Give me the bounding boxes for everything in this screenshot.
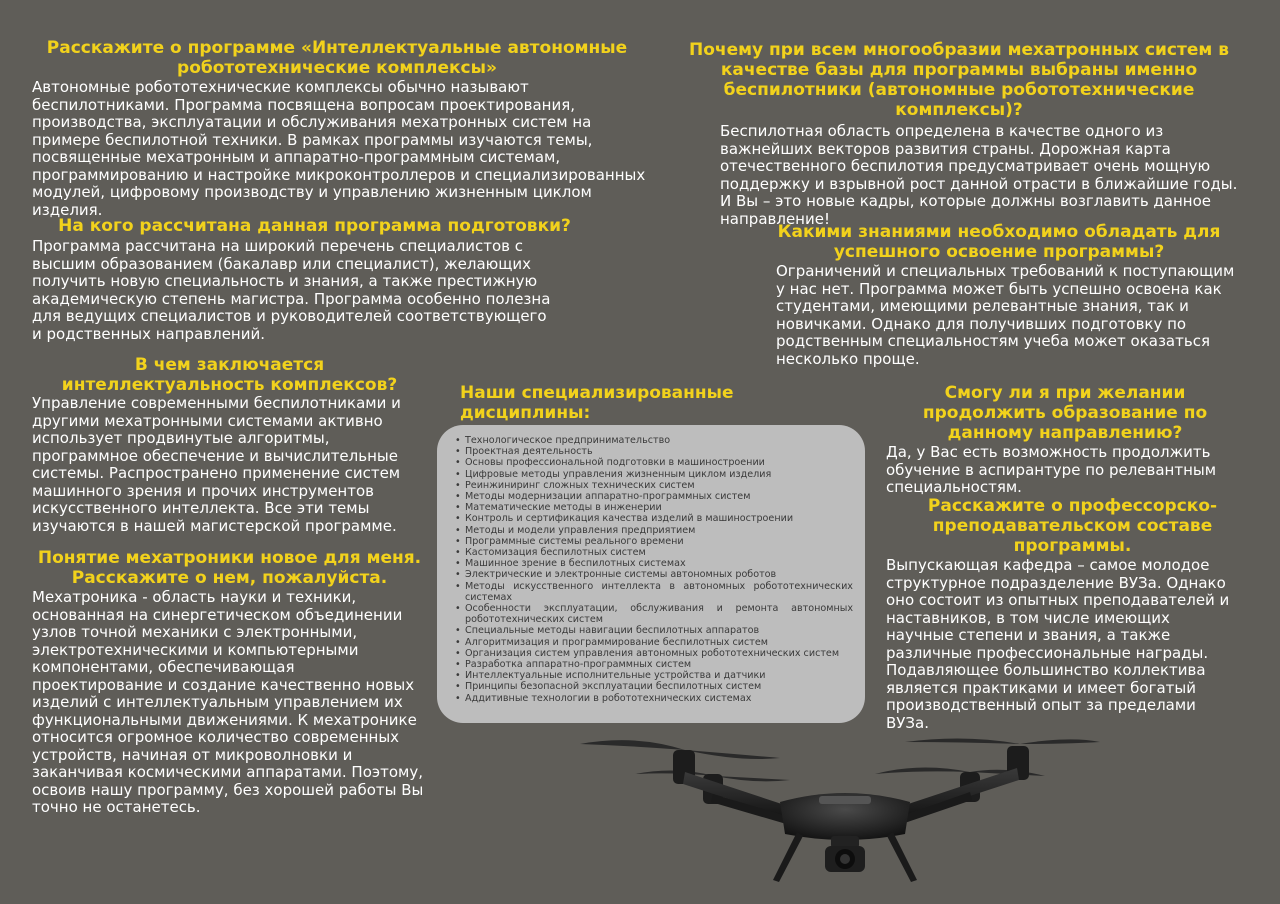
text-knowledge: Ограничений и специальных требований к поступающим у нас нет. Программа может быть успешно освоена как студентами, имеющими релевантные знания, так и новичками. Однако для получивших подготовку по родственным специальностям учеба может оказаться несколько проще. [776, 262, 1235, 368]
discipline-item: • Методы и модели управления предприятием [455, 525, 853, 536]
heading-audience: На кого рассчитана данная программа подготовки? [58, 216, 571, 236]
heading-continue: Смогу ли я при желании продолжить образование по данному направлению? [922, 383, 1208, 443]
heading-mechatronics: Понятие мехатроники новое для меня. Расскажите о нем, пожалуйста. [37, 548, 422, 588]
discipline-item: • Организация систем управления автономных робототехнических систем [455, 648, 853, 659]
text-about: Автономные робототехнические комплексы обычно называют беспилотниками. Программа посвящена вопросам проектирования, производства, эксплуатации и обслуживания мехатронных систем на примере беспилотной техники. В рамках программы изучаются темы, посвященные мехатронным и аппаратно-программным системам, программированию и настройке микроконтроллеров и специализированных модулей, цифровому производству и управлению жизненным циклом изделия. [32, 78, 646, 219]
text-why-drones: Беспилотная область определена в качестве одного из важнейших векторов развития страны. Дорожная карта отечественного беспилотия предусматривает очень мощную поддержку и взрывной рост данной отрасти в ближайшие годы. И Вы – это новые кадры, которые должны возглавить данное направление! [720, 122, 1238, 228]
discipline-item: • Основы профессиональной подготовки в машиностроении [455, 457, 853, 468]
text-faculty: Выпускающая кафедра – самое молодое структурное подразделение ВУЗа. Однако оно состоит из опытных преподавателей и наставников, в том числе имеющих научные степени и звания, а также различные профессиональные награды. Подавляющее большинство коллектива является практиками и имеет богатый производственный опыт за пределами ВУЗа. [886, 556, 1230, 732]
discipline-item: • Машинное зрение в беспилотных системах [455, 558, 853, 569]
discipline-item: • Разработка аппаратно-программных систем [455, 659, 853, 670]
discipline-item: • Математические методы в инженерии [455, 502, 853, 513]
text-mechatronics: Мехатроника - область науки и техники, основанная на синергетическом объединении узлов точной механики с электронными, электротехническими и компьютерными компонентами, обеспечивающая проектирование и создание качественно новых изделий с интеллектуальным управлением их функциональными движениями. К мехатронике относится огромное количество современных устройств, начиная от микроволновки и заканчивая космическими аппаратами. Поэтому, освоив нашу программу, без хорошей работы Вы точно не останетесь. [32, 588, 424, 816]
discipline-item: • Методы модернизации аппаратно-программных систем [455, 491, 853, 502]
heading-knowledge: Какими знаниями необходимо обладать для успешного освоение программы? [777, 222, 1221, 262]
drone-icon [575, 732, 1115, 898]
text-audience: Программа рассчитана на широкий перечень специалистов с высшим образованием (бакалавр или специалист), желающих получить новую специальность и знания, а также престижную академическую степень магистра. Программа особенно полезна для ведущих специалистов и руководителей соответствующего и родственных направлений. [32, 237, 551, 343]
discipline-item: • Алгоритмизация и программирование беспилотных систем [455, 637, 853, 648]
discipline-item: • Методы искусственного интеллекта в автономных робототехнических системах [455, 581, 853, 603]
discipline-item: • Аддитивные технологии в робототехнических системах [455, 693, 853, 704]
heading-disciplines: Наши специализированные дисциплины: [460, 383, 734, 423]
text-intelligence: Управление современными беспилотниками и другими мехатронными системами активно использует продвинутые алгоритмы, программное обеспечение и вычислительные системы. Распространено применение систем машинного зрения и прочих инструментов искусственного интеллекта. Все эти темы изучаются в нашей магистерской программе. [32, 394, 401, 535]
disciplines-box [437, 425, 865, 723]
discipline-item: • Особенности эксплуатации, обслуживания и ремонта автономных робототехнических систем [455, 603, 853, 625]
discipline-item: • Реинжиниринг сложных технических систем [455, 480, 853, 491]
discipline-item: • Проектная деятельность [455, 446, 853, 457]
text-continue: Да, у Вас есть возможность продолжить обучение в аспирантуре по релевантным специальностям. [886, 443, 1217, 496]
disciplines-list [455, 435, 853, 704]
heading-faculty: Расскажите о профессорско-преподавательском составе программы. [927, 496, 1218, 556]
heading-intelligence: В чем заключается интеллектуальность комплексов? [61, 355, 398, 395]
discipline-item: • Интеллектуальные исполнительные устройства и датчики [455, 670, 853, 681]
discipline-item: • Программные системы реального времени [455, 536, 853, 547]
discipline-item: • Специальные методы навигации беспилотных аппаратов [455, 625, 853, 636]
discipline-item: • Кастомизация беспилотных систем [455, 547, 853, 558]
discipline-item: • Технологическое предпринимательство [455, 435, 853, 446]
heading-why-drones: Почему при всем многообразии мехатронных систем в качестве базы для программы выбраны именно беспилотники (автономные робототехнические комплексы)? [689, 40, 1229, 120]
discipline-item: • Контроль и сертификация качества изделий в машиностроении [455, 513, 853, 524]
heading-about: Расскажите о программе «Интеллектуальные автономные робототехнические комплексы» [46, 38, 628, 78]
discipline-item: • Принципы безопасной эксплуатации беспилотных систем [455, 681, 853, 692]
discipline-item: • Цифровые методы управления жизненным циклом изделия [455, 469, 853, 480]
discipline-item: • Электрические и электронные системы автономных роботов [455, 569, 853, 580]
